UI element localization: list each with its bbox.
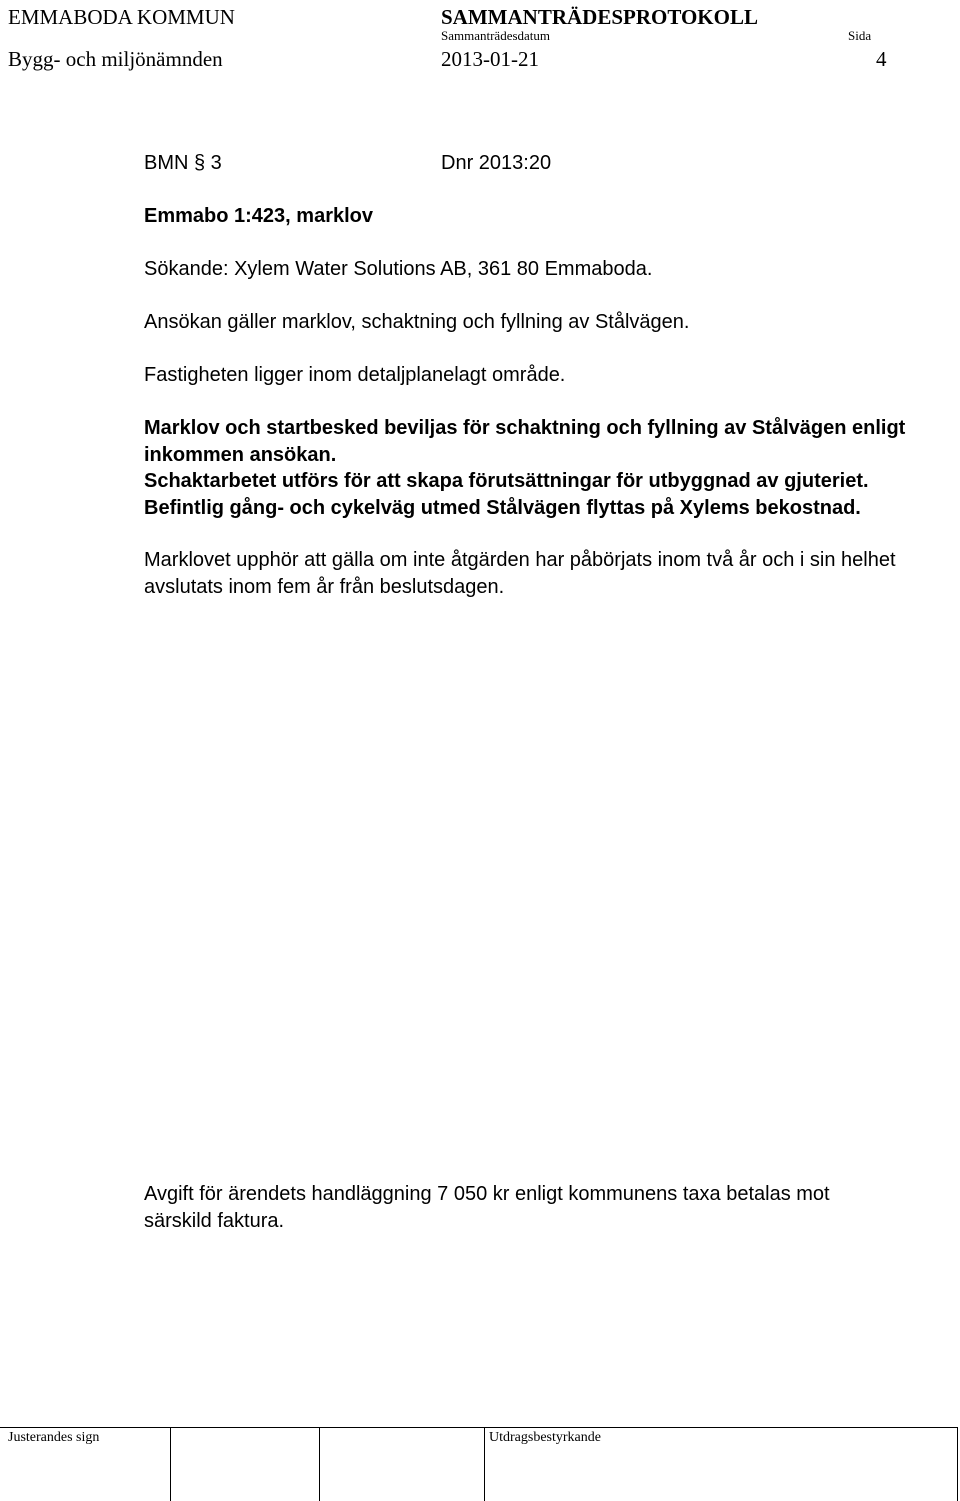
date-label: Sammanträdesdatum — [441, 28, 551, 43]
decision-line: Schaktarbetet utförs för att skapa förutsättningar för utbyggnad av gjuteriet. — [144, 470, 869, 492]
decision-line: inkommen ansökan. — [144, 443, 337, 466]
extract-label: Utdragsbestyrkande — [489, 1430, 601, 1445]
application-text: Ansökan gäller marklov, schaktning och fyllning av Stålvägen. — [144, 311, 690, 333]
dnr: Dnr 2013:20 — [441, 152, 552, 174]
sign-box-divider — [484, 1427, 485, 1501]
validity-paragraph — [144, 547, 944, 600]
applicant-paragraph — [144, 256, 944, 283]
property-paragraph — [144, 362, 944, 389]
property-text: Fastigheten ligger inom detaljplanelagt område. — [144, 364, 566, 386]
page-number: 4 — [876, 47, 887, 71]
decision-paragraph — [144, 415, 944, 521]
org-name: EMMABODA KOMMUN — [8, 5, 235, 29]
footer-divider — [0, 1427, 958, 1428]
sign-box-divider — [957, 1427, 958, 1501]
fee-line: särskild faktura. — [144, 1209, 285, 1232]
sign-box-divider — [319, 1427, 320, 1501]
applicant-text: Sökande: Xylem Water Solutions AB, 361 80 Emmaboda. — [144, 258, 653, 280]
case-title: Emmabo 1:423, marklov — [144, 205, 373, 227]
sign-label: Justerandes sign — [8, 1430, 100, 1445]
fee-paragraph — [144, 1181, 944, 1234]
application-paragraph — [144, 309, 944, 336]
fee-line: Avgift för ärendets handläggning 7 050 kr enligt kommunens taxa betalas mot — [144, 1183, 830, 1205]
validity-line: Marklovet upphör att gälla om inte åtgärden har påbörjats inom två år och i sin helhet — [144, 549, 896, 571]
page-label: Sida — [848, 28, 872, 43]
meeting-date: 2013-01-21 — [441, 47, 539, 71]
decision-line: Befintlig gång- och cykelväg utmed Stålvägen flyttas på Xylems bekostnad. — [144, 496, 861, 519]
committee-name: Bygg- och miljönämnden — [8, 47, 223, 71]
doc-type: SAMMANTRÄDESPROTOKOLL — [441, 5, 758, 29]
sign-box-divider — [170, 1427, 171, 1501]
case-number: BMN § 3 — [144, 152, 222, 174]
validity-line: avslutats inom fem år från beslutsdagen. — [144, 575, 505, 598]
decision-line: Marklov och startbesked beviljas för schaktning och fyllning av Stålvägen enligt — [144, 417, 906, 439]
